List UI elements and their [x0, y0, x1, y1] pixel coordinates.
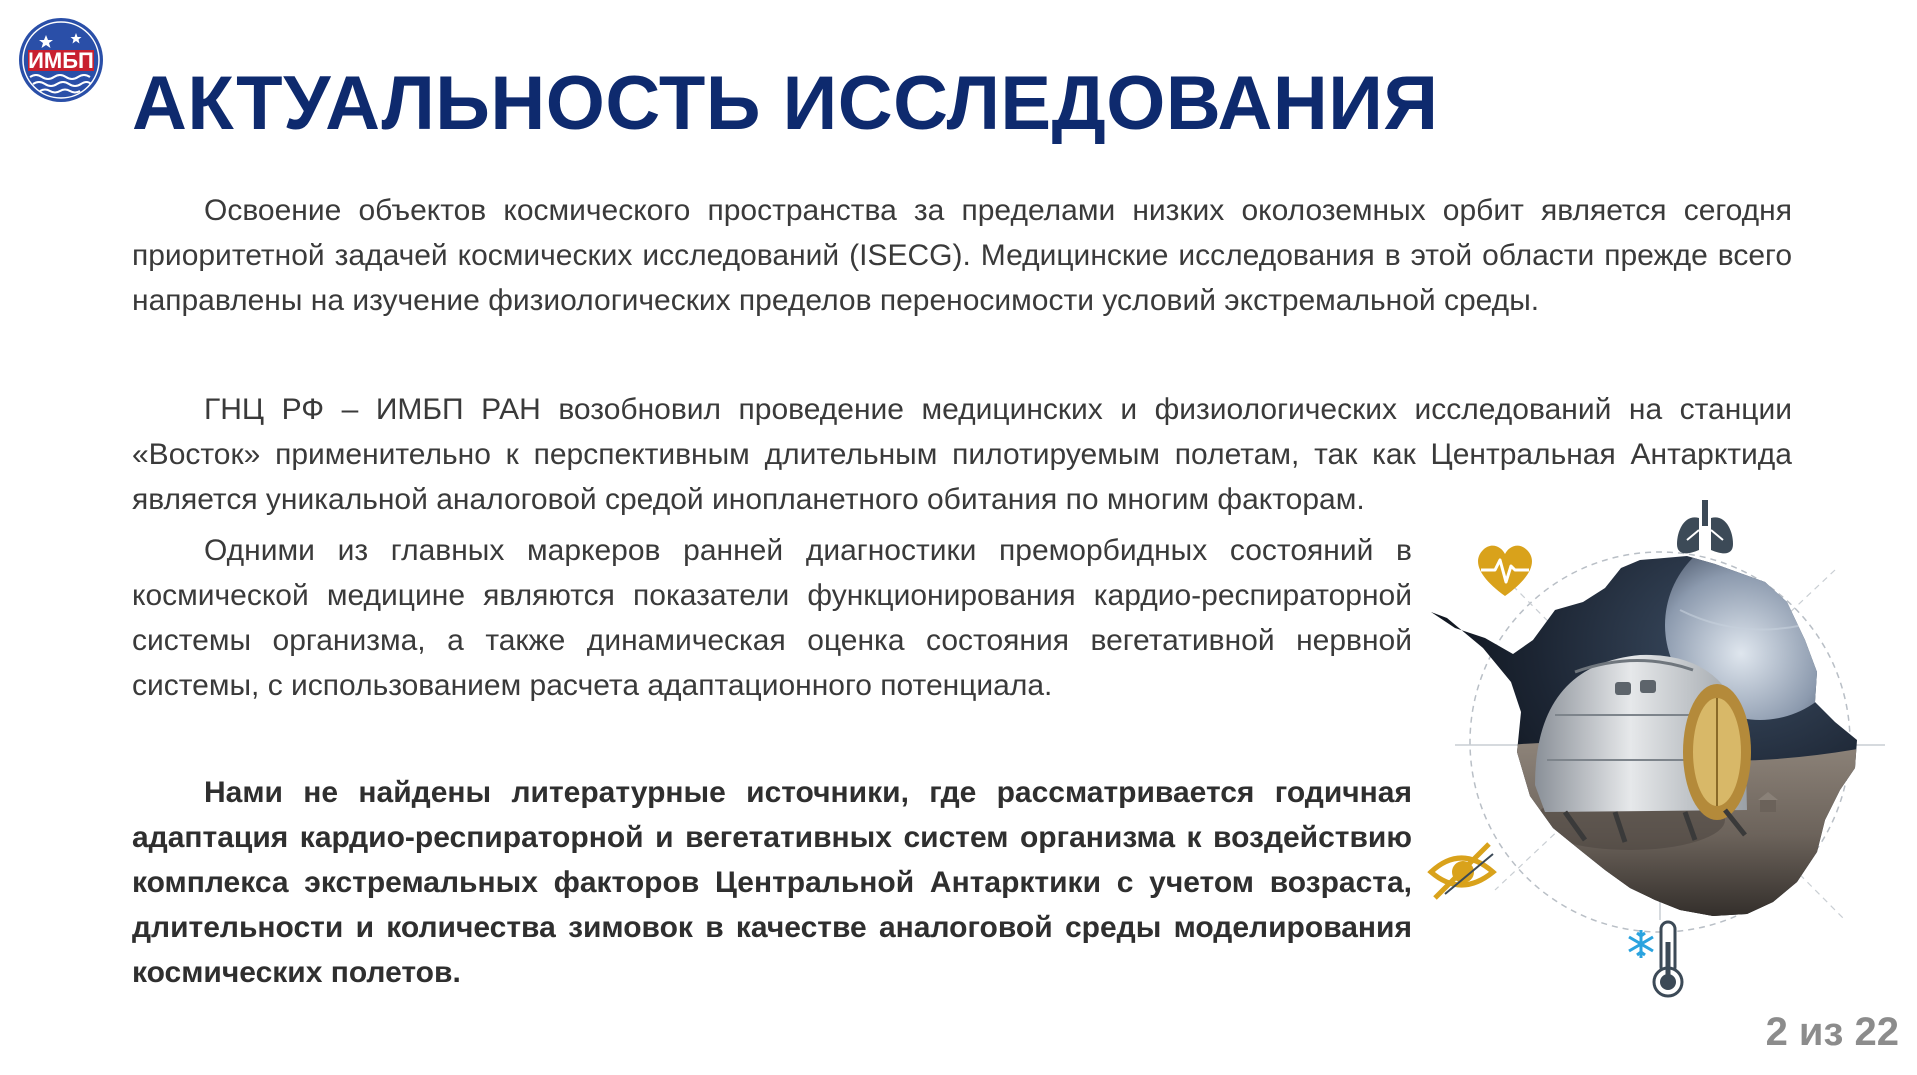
- imbp-logo: [18, 17, 104, 103]
- paragraph-research-gap: Нами не найдены литературные источники, где рассматривается годичная адаптация кардио-респираторной и вегетативных систем организма к воздействию комплекса экстремальных факторов Центральной Антарктики с учетом возраста, длительности и количества зимовок в качестве аналоговой среды моделирования космических полетов.: [132, 776, 1412, 989]
- heart-pulse-icon: [1478, 546, 1532, 596]
- page-title: АКТУАЛЬНОСТЬ ИССЛЕДОВАНИЯ: [132, 61, 1439, 146]
- lungs-icon: [1677, 500, 1733, 553]
- logo-text: ИМБП: [28, 48, 94, 73]
- snowflake-icon: [1629, 930, 1653, 958]
- thermometer-icon: [1654, 922, 1682, 996]
- paragraph-diagnostic-markers: Одними из главных маркеров ранней диагностики преморбидных состояний в космической медицине являются показатели функционирования кардио-респираторной системы организма, а также динамическая оценка состояния вегетативной нервной системы, с использованием расчета адаптационного потенциала.: [132, 534, 1412, 702]
- crossed-eye-icon: [1431, 844, 1493, 898]
- paragraph-vostok-station: ГНЦ РФ – ИМБП РАН возобновил проведение медицинских и физиологических исследований на станции «Восток» применительно к перспективным длительным пилотируемым полетам, так как Центральная Антарктида является уникальной аналоговой средой инопланетного обитания по многим факторам.: [132, 393, 1792, 516]
- page-counter: 2 из 22: [1765, 1010, 1899, 1054]
- paragraph-space-exploration: Освоение объектов космического пространства за пределами низких околоземных орбит является сегодня приоритетной задачей космических исследований (ISECG). Медицинские исследования в этой области прежде всего направлены на изучение физиологических пределов переносимости условий экстремальной среды.: [132, 194, 1792, 317]
- antarctica-habitat-illustration: [1425, 490, 1905, 1000]
